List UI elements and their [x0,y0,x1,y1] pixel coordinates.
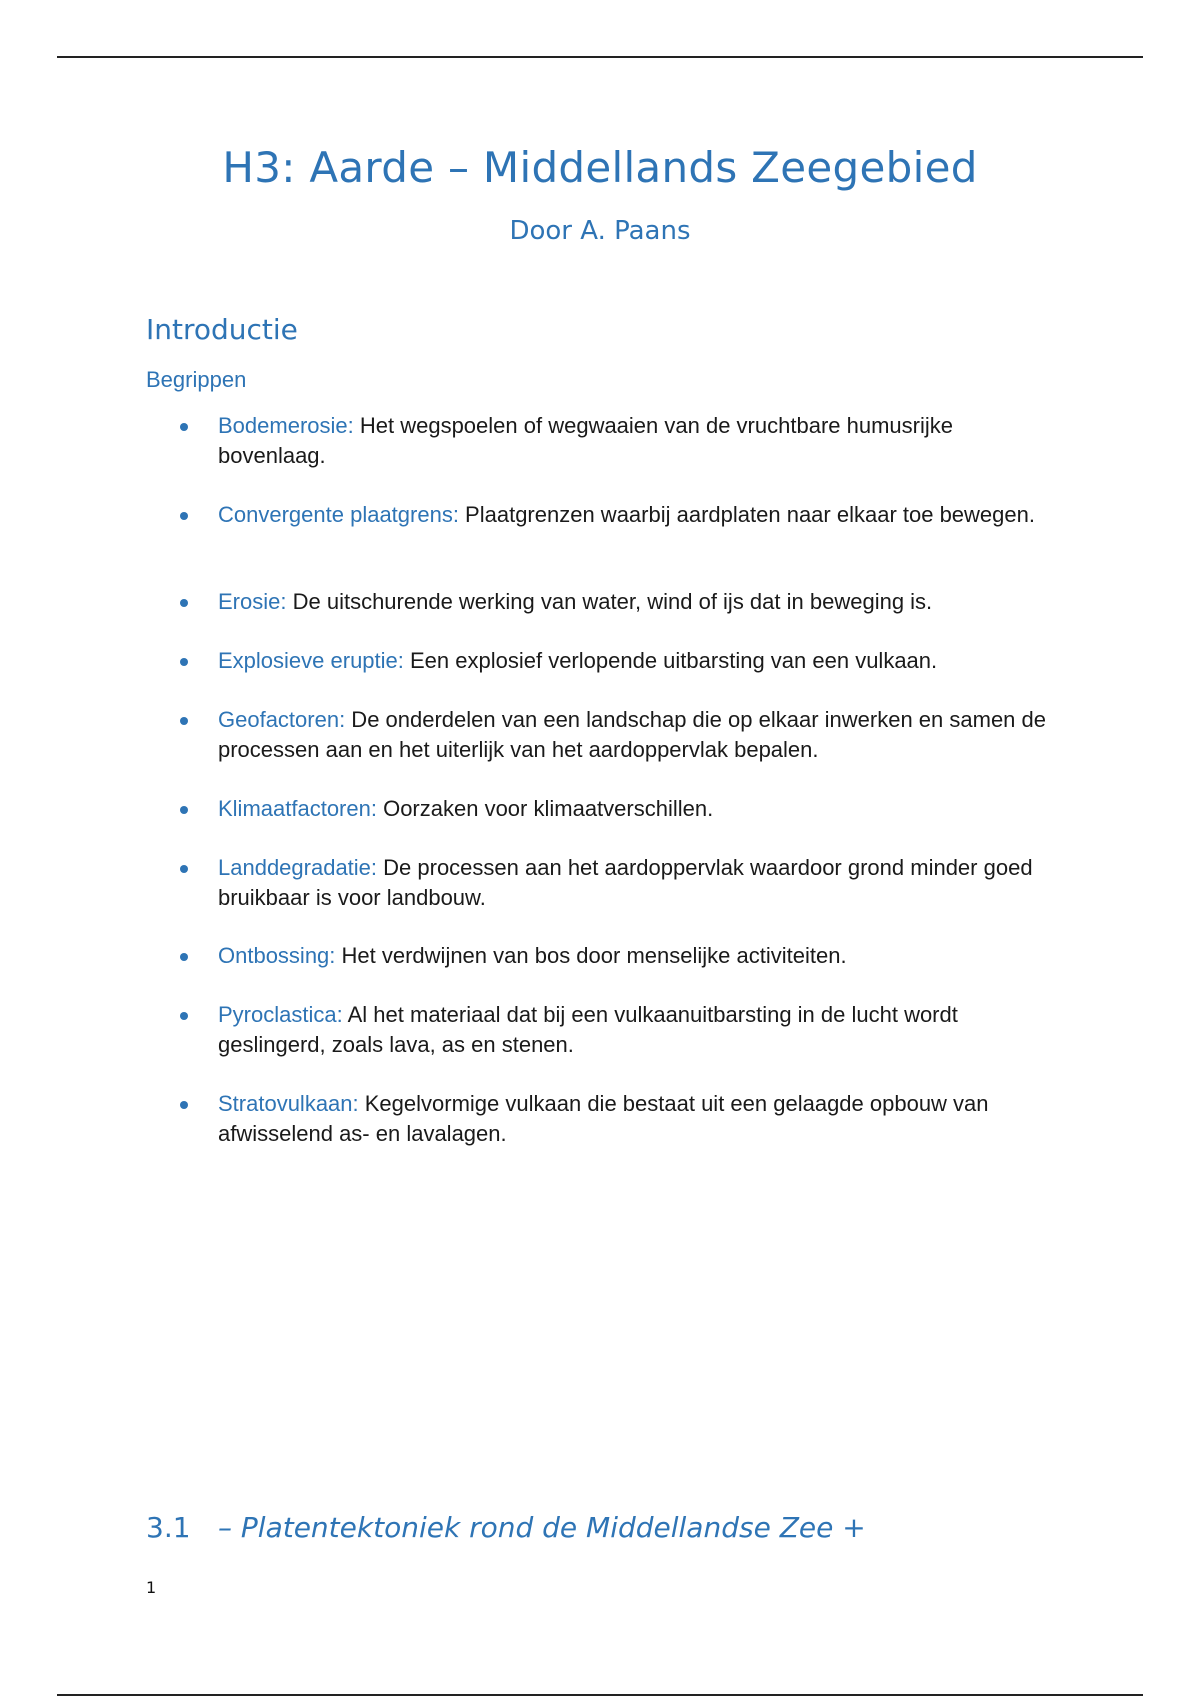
document-title: H3: Aarde – Middellands Zeegebied [222,143,978,192]
term-definition: De uitschurende werking van water, wind of ijs dat in beweging is. [286,589,933,614]
term-text [218,853,1058,913]
footer-rule [57,1694,1143,1696]
term-text [218,705,1058,765]
term-definition: Een explosief verlopende uitbarsting van een vulkaan. [403,648,938,673]
term-definition: De onderdelen van een landschap die op elkaar inwerken en samen de processen aan en het uiterlijk van het aardoppervlak bepalen. [218,707,1046,762]
page-number: 1 [146,1578,157,1597]
term-text [218,411,1058,471]
term-definition: Plaatgrenzen waarbij aardplaten naar elkaar toe bewegen. [458,502,1035,527]
bullet-icon [180,953,188,961]
term-label: Bodemerosie: [218,413,354,438]
section-heading-3-1 [146,1511,866,1544]
term-definition: Het wegspoelen of wegwaaien van de vruchtbare humusrijke bovenlaag. [218,413,953,468]
bullet-icon [180,658,188,666]
term-text [218,794,1058,824]
term-definition: Al het materiaal dat bij een vulkaanuitbarsting in de lucht wordt geslingerd, zoals lava, as en stenen. [218,1002,958,1057]
section-heading-introductie: Introductie [146,313,298,346]
term-label: Pyroclastica: [218,1002,343,1027]
term-label: Stratovulkaan: [218,1091,359,1116]
term-text [218,500,1058,530]
subsection-heading-begrippen: Begrippen [146,367,247,392]
term-definition: Het verdwijnen van bos door menselijke activiteiten. [335,943,847,968]
header-rule [57,56,1143,58]
term-label: Explosieve eruptie: [218,648,404,673]
document-subtitle: Door A. Paans [509,216,691,246]
bullet-icon [180,423,188,431]
bullet-icon [180,1101,188,1109]
section-number: 3.1 [146,1511,191,1544]
term-definition: De processen aan het aardoppervlak waardoor grond minder goed bruikbaar is voor landbouw. [218,855,1033,910]
term-definition: Oorzaken voor klimaatverschillen. [376,796,714,821]
term-text [218,1000,1058,1060]
bullet-icon [180,512,188,520]
term-label: Geofactoren: [218,707,346,732]
term-label: Erosie: [218,589,287,614]
bullet-icon [180,717,188,725]
bullet-icon [180,806,188,814]
bullet-icon [180,865,188,873]
bullet-icon [180,1012,188,1020]
term-text [218,941,1058,971]
term-text [218,646,1058,676]
section-title: – Platentektoniek rond de Middellandse Zee + [218,1511,866,1544]
term-text [218,587,1058,617]
term-label: Convergente plaatgrens: [218,502,459,527]
term-label: Ontbossing: [218,943,336,968]
term-text [218,1089,1058,1149]
term-definition: Kegelvormige vulkaan die bestaat uit een gelaagde opbouw van afwisselend as- en lavalagen. [218,1091,989,1146]
term-label: Klimaatfactoren: [218,796,377,821]
bullet-icon [180,599,188,607]
term-label: Landdegradatie: [218,855,378,880]
